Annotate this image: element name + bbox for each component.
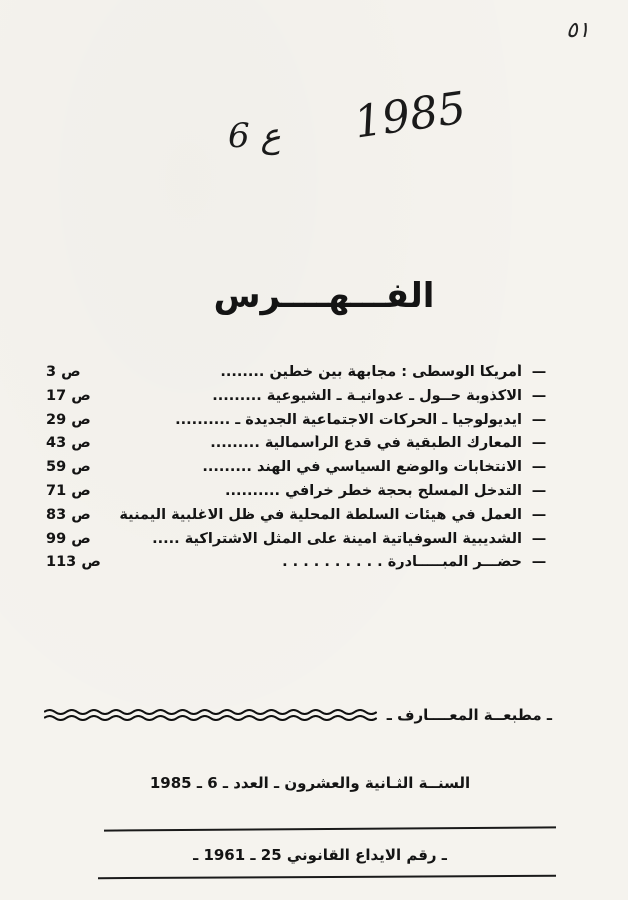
toc-heading: الفـــهــــرس xyxy=(213,276,435,316)
toc-entry-page: ص 59 xyxy=(46,459,91,476)
toc-entry-dash: — xyxy=(531,459,547,476)
toc-entry-page: ص 17 xyxy=(46,387,91,404)
toc-entry xyxy=(42,507,552,531)
printer-name: ـ مطبعــة المعــــارف ـ xyxy=(386,706,552,724)
toc-entry-page: ص 71 xyxy=(46,482,91,499)
volume-issue-line: السنــة الثـانية والعشرون ـ العدد ـ 6 ـ 1985 xyxy=(149,774,471,792)
legal-deposit-line: ـ رقم الايداع القانوني 25 ـ 1961 ـ xyxy=(193,846,447,864)
toc-entry-title: حضـــر المبـــــادرة . . . . . . . . . . xyxy=(282,554,522,571)
toc-entry-dash: — xyxy=(531,530,547,547)
toc-entry-dash: — xyxy=(531,364,547,380)
toc-entry-title: العمل في هيئات السلطة المحلية في ظل الاغلبية اليمنية xyxy=(119,506,522,523)
toc-entry xyxy=(42,483,552,507)
toc-entry-page: ص 99 xyxy=(46,530,91,547)
toc-entry-dash: — xyxy=(531,554,547,571)
toc-entry-page: ص 43 xyxy=(46,435,91,452)
toc-entry-title: الشديبية السوفياتية امينة على المثل الاشتراكية ..... xyxy=(152,530,522,547)
table-of-contents xyxy=(42,364,552,578)
printer-row xyxy=(44,702,552,728)
toc-entry-title: أمريكا الوسطى : مجابهة بين خطين ........ xyxy=(220,364,522,380)
toc-entry-dash: — xyxy=(531,482,547,499)
toc-entry xyxy=(42,459,552,483)
handwritten-issue: 6 ع xyxy=(228,116,281,156)
toc-entry-page: ص 3 xyxy=(46,364,81,380)
corner-handwritten-note: ٥١ xyxy=(566,18,590,43)
wavy-divider xyxy=(44,708,377,722)
toc-entry-title: الانتخابات والوضع السياسي في الهند ......... xyxy=(202,459,522,476)
toc-entry xyxy=(42,531,552,555)
toc-entry-page: ص 29 xyxy=(46,411,91,428)
toc-entry xyxy=(42,435,552,459)
toc-entry-dash: — xyxy=(531,506,547,523)
bottom-rule xyxy=(98,875,556,879)
toc-entry-title: ايديولوجيا ـ الحركات الاجتماعية الجديدة ـ .......... xyxy=(175,411,522,428)
top-rule xyxy=(104,826,556,831)
toc-entry-dash: — xyxy=(531,411,547,428)
toc-entry xyxy=(42,554,552,578)
toc-entry-dash: — xyxy=(531,387,547,404)
toc-entry-title: الاكذوبة حــول ـ عدوانيـة ـ الشيوعية ......... xyxy=(212,387,522,404)
toc-entry xyxy=(42,412,552,436)
toc-entry-dash: — xyxy=(531,435,547,452)
toc-entry xyxy=(42,388,552,412)
toc-entry-title: المعارك الطبقية في قدع الرأسمالية ......... xyxy=(210,435,522,452)
handwritten-year: 1985 xyxy=(350,82,469,149)
toc-entry-title: التدخل المسلح بحجة خطر خرافي .......... xyxy=(224,482,522,499)
handwritten-issue-year xyxy=(212,82,472,160)
toc-entry-page: ص 113 xyxy=(46,554,101,571)
toc-entry-page: ص 83 xyxy=(46,506,91,523)
toc-entry xyxy=(42,364,552,388)
